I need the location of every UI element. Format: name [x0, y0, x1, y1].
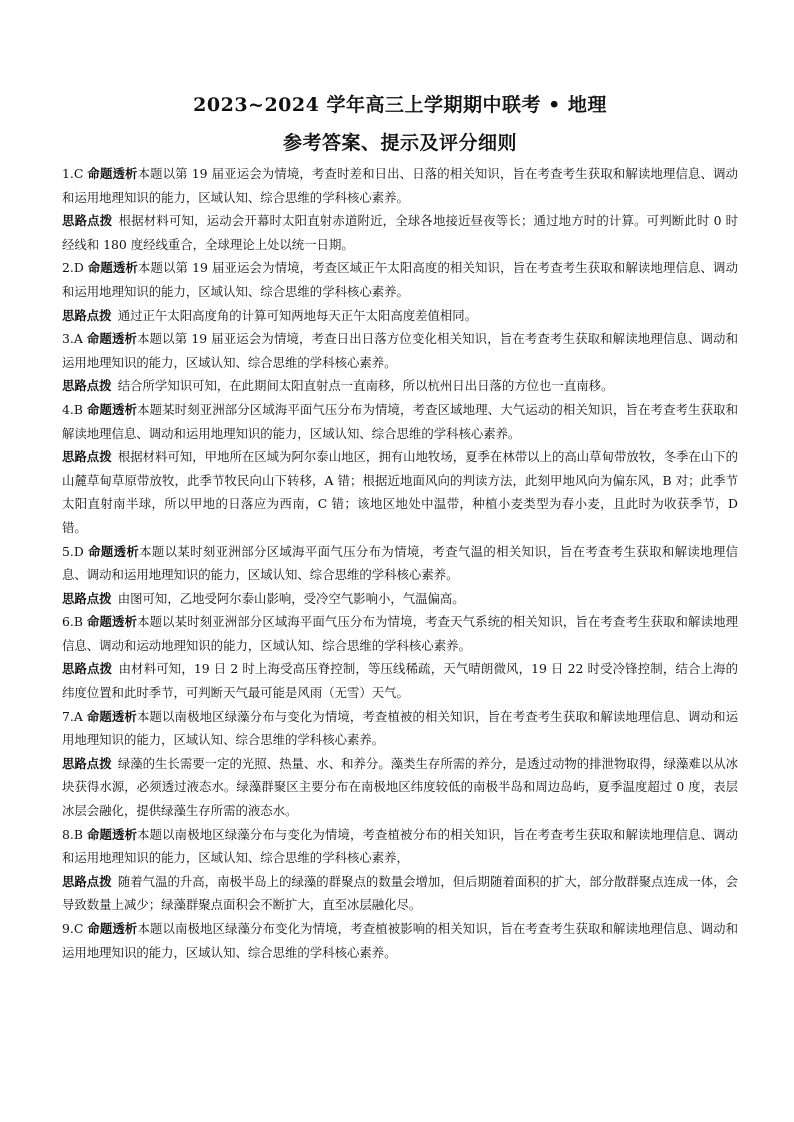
hint-label: 思路点拨	[62, 590, 112, 606]
answer-sheet-page	[62, 92, 738, 964]
answer-analysis-paragraph	[62, 610, 738, 657]
analysis-text: 本题以第 19 届亚运会为情境，考查时差和日出、日落的相关知识，旨在考查考生获取和解读地理信息、调动和运用地理知识的能力，区域认知、综合思维的学科核心素养。	[62, 166, 738, 205]
page-subtitle: 参考答案、提示及评分细则	[282, 132, 517, 154]
hint-text: 根据材料可知，甲地所在区域为阿尔泰山地区，拥有山地牧场，夏季在林带以上的高山草甸带放牧，冬季在山下的山麓草甸草原带放牧，此季节牧民向山下转移，A 错；根据近地面风向的判读方法，此刻甲地风向为偏东风，B 对；此季节太阳直射南半球，所以甲地的日落应为西南，C 错；该地区地处中温带，种植小麦类型为春小麦，且此时为收获季节，D 错。	[62, 449, 739, 535]
answer-analysis-paragraph	[62, 705, 738, 752]
analysis-text: 本题以南极地区绿藻分布与变化为情境，考查植被的相关知识，旨在考查考生获取和解读地理信息、调动和运用地理知识的能力，区域认知、综合思维的学科核心素养。	[62, 708, 739, 748]
answer-hint-paragraph	[62, 445, 738, 539]
analysis-label: 命题透析	[87, 401, 138, 417]
answer-analysis-paragraph	[62, 823, 738, 870]
answer-number: 9.C	[62, 921, 84, 936]
analysis-label: 命题透析	[87, 614, 138, 630]
answer-number: 4.B	[62, 401, 83, 417]
analysis-text: 本题以南极地区绿藻分布与变化为情境，考查植被分布的相关知识，旨在考查考生获取和解读地理信息、调动和运用地理知识的能力，区域认知、综合思维的学科核心素养，	[62, 826, 739, 866]
analysis-label: 命题透析	[86, 708, 137, 724]
analysis-label: 命题透析	[87, 921, 138, 936]
answer-list	[62, 162, 738, 964]
hint-label: 思路点拨	[62, 873, 112, 889]
answer-hint-paragraph	[62, 209, 738, 256]
answer-analysis-paragraph	[62, 162, 738, 209]
analysis-label: 命题透析	[87, 260, 138, 276]
answer-analysis-paragraph	[62, 540, 738, 587]
answer-analysis-paragraph	[62, 256, 738, 303]
answer-hint-paragraph	[62, 587, 738, 611]
answer-analysis-paragraph	[62, 398, 738, 445]
hint-label: 思路点拨	[62, 378, 112, 394]
hint-label: 思路点拨	[62, 307, 112, 323]
analysis-label: 命题透析	[87, 166, 138, 181]
answer-number: 2.D	[62, 260, 84, 276]
answer-hint-paragraph	[62, 870, 738, 917]
answer-hint-paragraph	[62, 374, 738, 398]
hint-label: 思路点拨	[62, 449, 112, 465]
analysis-text: 本题以南极地区绿藻分布变化为情境，考查植被影响的相关知识，旨在考查考生获取和解读地理信息、调动和运用地理知识的能力，区域认知、综合思维的学科核心素养。	[62, 921, 738, 960]
hint-text: 根据材料可知，运动会开幕时太阳直射赤道附近，全球各地接近昼夜等长；通过地方时的计算。可判断此时 0 时经线和 180 度经线重合，全球理论上处以统一日期。	[62, 213, 739, 252]
analysis-text: 本题以某时刻亚洲部分区域海平面气压分布为情境，考查气温的相关知识，旨在考查考生获取和解读地理信息、调动和运用地理知识的能力，区域认知、综合思维的学科核心素养。	[62, 543, 739, 583]
hint-text: 随着气温的升高，南极半岛上的绿藻的群聚点的数量会增加，但后期随着面积的扩大，部分散群聚点连成一体，会导致数量上减少；绿藻群聚点面积会不断扩大，直至冰层融化尽。	[62, 873, 739, 913]
answer-analysis-paragraph	[62, 327, 738, 374]
hint-text: 绿藻的生长需要一定的光照、热量、水、和养分。藻类生存所需的养分，是透过动物的排泄物取得，绿藻难以从冰块获得水源，必须透过液态水。绿藻群聚区主要分布在南极地区纬度较低的南极半岛和周边岛屿，夏季温度超过 0 度，表层冰层会融化，提供绿藻生存所需的液态水。	[62, 755, 739, 819]
analysis-text: 本题以某时刻亚洲部分区域海平面气压分布为情境，考查天气系统的相关知识，旨在考查考生获取和解读地理信息、调动和运动地理知识的能力，区域认知、综合思维的学科核心素养。	[62, 614, 739, 653]
hint-label: 思路点拨	[62, 213, 113, 229]
analysis-text: 本题以第 19 届亚运会为情境，考查区域正午太阳高度的相关知识，旨在考查考生获取和解读地理信息、调动和运用地理知识的能力，区域认知、综合思维的学科核心素养。	[62, 260, 738, 299]
answer-hint-paragraph	[62, 657, 738, 704]
analysis-label: 命题透析	[86, 331, 138, 347]
hint-label: 思路点拨	[62, 755, 112, 771]
answer-number: 3.A	[62, 331, 83, 347]
answer-number: 1.C	[62, 166, 84, 181]
answer-number: 8.B	[62, 826, 83, 842]
hint-label: 思路点拨	[62, 661, 113, 677]
page-title: 2023~2024 学年高三上学期期中联考 • 地理	[193, 94, 607, 116]
analysis-label: 命题透析	[88, 543, 140, 559]
answer-number: 7.A	[62, 708, 83, 724]
answer-hint-paragraph	[62, 304, 738, 328]
answer-number: 6.B	[62, 614, 83, 630]
hint-text: 由图可知，乙地受阿尔泰山影响，受冷空气影响小，气温偏高。	[117, 590, 465, 606]
answer-number: 5.D	[62, 543, 84, 559]
hint-text: 由材料可知，19 日 2 时上海受高压脊控制，等压线稀疏，天气晴朗微风，19 日 22 时受冷锋控制，结合上海的纬度位置和此时季节，可判断天气最可能是风雨（无雪）天气。	[62, 661, 738, 701]
answer-analysis-paragraph	[62, 917, 738, 964]
analysis-text: 本题以第 19 届亚运会为情境，考查日出日落方位变化相关知识，旨在考查考生获取和解读地理信息、调动和运用地理知识的能力，区域认知、综合思维的学科核心素养。	[62, 331, 738, 370]
answer-hint-paragraph	[62, 752, 738, 823]
analysis-text: 本题某时刻亚洲部分区域海平面气压分布为情境，考查区域地理、大气运动的相关知识，旨在考查考生获取和解读地理信息、调动和运用地理知识的能力，区域认知、综合思维的学科核心素养。	[62, 401, 739, 441]
hint-text: 通过正午太阳高度角的计算可知两地每天正午太阳高度差值相同。	[117, 307, 478, 323]
analysis-label: 命题透析	[87, 826, 138, 842]
hint-text: 结合所学知识可知，在此期间太阳直射点一直南移，所以杭州日出日落的方位也一直南移。	[117, 378, 614, 394]
